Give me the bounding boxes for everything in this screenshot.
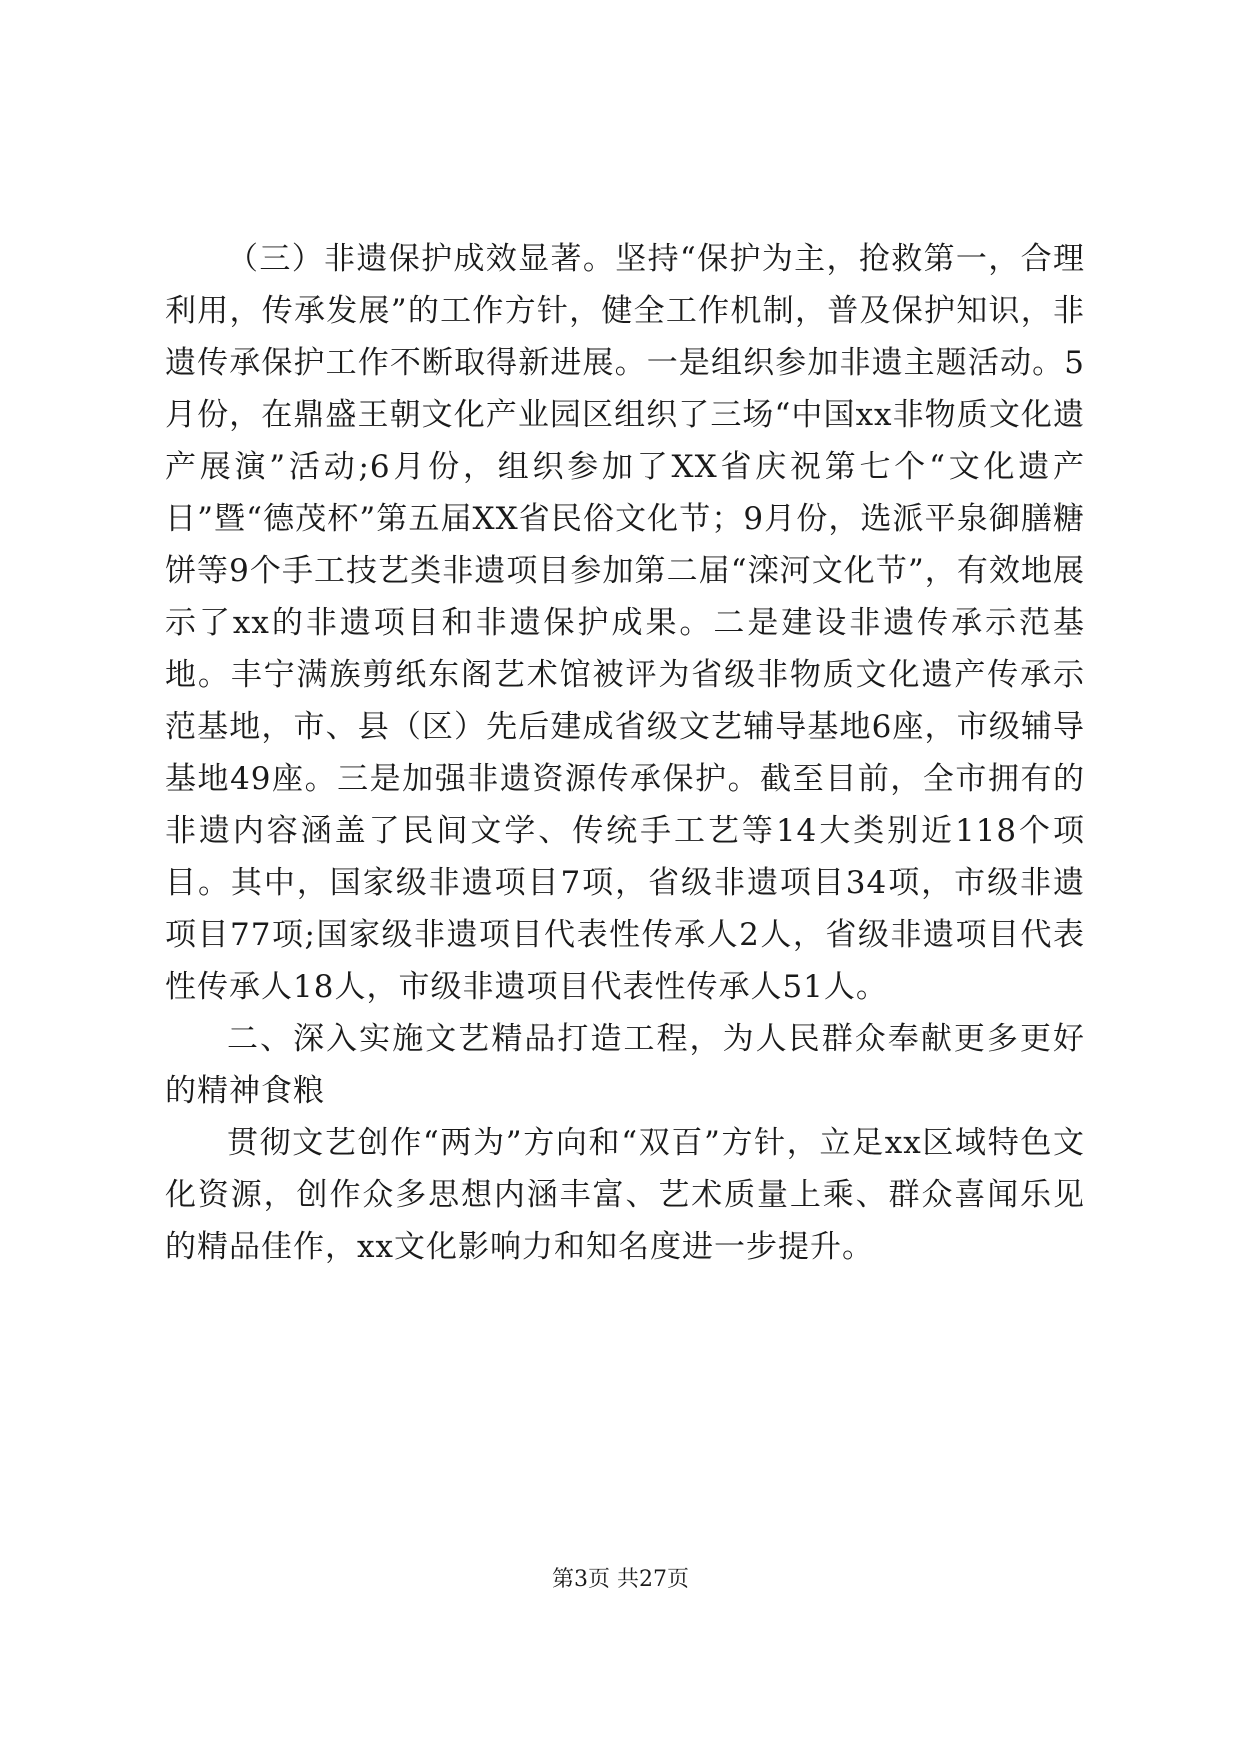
document-body	[165, 233, 1085, 1273]
paragraph-art-creation: 贯彻文艺创作“两为”方向和“双百”方针，立足xx区域特色文化资源，创作众多思想内涵丰富、艺术质量上乘、群众喜闻乐见的精品佳作，xx文化影响力和知名度进一步提升。	[165, 1125, 1085, 1265]
page-number-footer: 第3页 共27页	[552, 1567, 689, 1592]
section-heading: 二、深入实施文艺精品打造工程，为人民群众奉献更多更好的精神食粮	[165, 1021, 1085, 1109]
paragraph-heritage-protection: （三）非遗保护成效显著。坚持“保护为主，抢救第一，合理利用，传承发展”的工作方针，健全工作机制，普及保护知识，非遗传承保护工作不断取得新进展。一是组织参加非遗主题活动。5月份，在鼎盛王朝文化产业园区组织了三场“中国xx非物质文化遗产展演”活动;6月份，组织参加了XX省庆祝第七个“文化遗产日”暨“德茂杯”第五届XX省民俗文化节；9月份，选派平泉御膳糖饼等9个手工技艺类非遗项目参加第二届“滦河文化节”，有效地展示了xx的非遗项目和非遗保护成果。二是建设非遗传承示范基地。丰宁满族剪纸东阁艺术馆被评为省级非物质文化遗产传承示范基地，市、县（区）先后建成省级文艺辅导基地6座，市级辅导基地49座。三是加强非遗资源传承保护。截至目前，全市拥有的非遗内容涵盖了民间文学、传统手工艺等14大类别近118个项目。其中，国家级非遗项目7项，省级非遗项目34项，市级非遗项目77项;国家级非遗项目代表性传承人2人，省级非遗项目代表性传承人18人，市级非遗项目代表性传承人51人。	[165, 241, 1085, 1005]
